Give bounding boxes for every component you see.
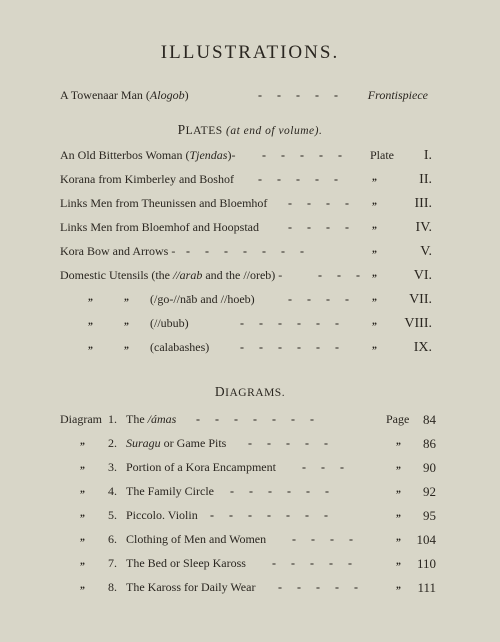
page-title: ILLUSTRATIONS. bbox=[160, 42, 340, 63]
plate-row: Links Men from Theunissen and Bloemhof - - - - „ III. bbox=[60, 196, 432, 211]
leader-dashes: - - - - - - bbox=[240, 316, 345, 330]
ditto-mark: „ bbox=[80, 460, 85, 471]
leader-dashes: - - - - bbox=[288, 196, 355, 210]
leader-dashes: - - - - - bbox=[278, 580, 364, 594]
ditto-mark: „ bbox=[372, 172, 377, 183]
ditto-mark: „ bbox=[372, 244, 377, 255]
plate-number: II. bbox=[419, 172, 432, 187]
plate-row: „ „ (/go-//nāb and //hoeb) - - - - „ VII. bbox=[88, 292, 432, 307]
plate-number: IX. bbox=[413, 340, 432, 355]
ditto-mark: „ bbox=[396, 532, 401, 543]
diagrams-heading: DIAGRAMS. bbox=[214, 384, 286, 399]
plate-row: Kora Bow and Arrows - - - - - - - - „ V. bbox=[60, 244, 432, 259]
page-word: Page bbox=[386, 412, 410, 426]
plate-number: I. bbox=[423, 148, 432, 163]
plate-row: Korana from Kimberley and Boshof - - - - - „ II. bbox=[60, 172, 432, 187]
ditto-mark: „ bbox=[80, 580, 85, 591]
ditto-mark: „ bbox=[80, 532, 85, 543]
page-number: 110 bbox=[416, 556, 436, 571]
diagram-row: „ 4. The Family Circle - - - - - - „ 92 bbox=[80, 484, 436, 499]
ditto-mark: „ bbox=[80, 556, 85, 567]
leader-dashes: - - - - bbox=[288, 292, 355, 306]
ditto-mark: „ bbox=[372, 292, 377, 303]
diagram-row: „ 8. The Kaross for Daily Wear - - - - - „ 111 bbox=[80, 580, 436, 595]
leader-dashes: - - - - - - - bbox=[186, 244, 310, 258]
leader-dashes: - - - - - bbox=[258, 172, 344, 186]
leader-dashes: - - - - bbox=[288, 220, 355, 234]
leader-dashes: - - - bbox=[318, 268, 366, 282]
diagram-row: „ 7. The Bed or Sleep Kaross - - - - - „ 110 bbox=[80, 556, 436, 571]
plate-number: VI. bbox=[413, 268, 432, 283]
ditto-mark: „ bbox=[372, 220, 377, 231]
plate-number: VIII. bbox=[404, 316, 432, 331]
page-number: 95 bbox=[423, 508, 436, 523]
ditto-mark: „ bbox=[124, 292, 129, 303]
plate-row: „ „ (calabashes) - - - - - - „ IX. bbox=[88, 340, 432, 355]
ditto-mark: „ bbox=[88, 340, 93, 351]
plate-word: Plate bbox=[370, 148, 394, 162]
diagram-row: „ 6. Clothing of Men and Women - - - - „ 104 bbox=[80, 532, 436, 547]
page-number: 86 bbox=[423, 436, 436, 451]
ditto-mark: „ bbox=[124, 316, 129, 327]
ditto-mark: „ bbox=[396, 580, 401, 591]
page-number: 104 bbox=[416, 532, 436, 547]
page-number: 84 bbox=[423, 412, 436, 427]
frontispiece-label: A Towenaar Man (Alogob) bbox=[60, 88, 189, 102]
plate-number: IV. bbox=[415, 220, 432, 235]
page-number: 90 bbox=[423, 460, 436, 475]
plate-number: V. bbox=[420, 244, 432, 259]
diagram-row: Diagram 1. The /ámas - - - - - - - Page 84 bbox=[60, 412, 436, 427]
leader-dashes: - - - - - - bbox=[240, 340, 345, 354]
ditto-mark: „ bbox=[80, 436, 85, 447]
ditto-mark: „ bbox=[372, 268, 377, 279]
diagram-row: „ 3. Portion of a Kora Encampment - - - „ 90 bbox=[80, 460, 436, 475]
ditto-mark: „ bbox=[80, 508, 85, 519]
plate-row: Links Men from Bloemhof and Hoopstad - - - - „ IV. bbox=[60, 220, 432, 235]
ditto-mark: „ bbox=[372, 196, 377, 207]
plate-row: „ „ (//ubub) - - - - - - „ VIII. bbox=[88, 316, 432, 331]
frontispiece-ref: Frontispiece bbox=[367, 88, 428, 102]
plates-heading: PLATES (at end of volume). bbox=[177, 122, 323, 137]
leader-dashes: - - - - - bbox=[248, 436, 334, 450]
ditto-mark: „ bbox=[396, 460, 401, 471]
leader-dashes: - - - bbox=[302, 460, 350, 474]
leader-dashes: - - - - - bbox=[258, 88, 344, 102]
leader-dashes: - - - - bbox=[292, 532, 359, 546]
page-number: 92 bbox=[423, 484, 436, 499]
plate-row: Domestic Utensils (the //arab and the //oreb) - - - - „ VI. bbox=[60, 268, 432, 283]
ditto-mark: „ bbox=[88, 292, 93, 303]
leader-dashes: - - - - - - - bbox=[210, 508, 334, 522]
ditto-mark: „ bbox=[372, 316, 377, 327]
ditto-mark: „ bbox=[124, 340, 129, 351]
leader-dashes: - - - - - bbox=[272, 556, 358, 570]
ditto-mark: „ bbox=[88, 316, 93, 327]
ditto-mark: „ bbox=[396, 484, 401, 495]
diagram-row: „ 5. Piccolo. Violin - - - - - - - „ 95 bbox=[80, 508, 436, 523]
leader-dashes: - - - - - - bbox=[230, 484, 335, 498]
ditto-mark: „ bbox=[372, 340, 377, 351]
ditto-mark: „ bbox=[80, 484, 85, 495]
diagram-row: „ 2. Suragu or Game Pits - - - - - „ 86 bbox=[80, 436, 436, 451]
frontispiece-entry bbox=[0, 88, 500, 108]
ditto-mark: „ bbox=[396, 508, 401, 519]
leader-dashes: - - - - - bbox=[262, 148, 348, 162]
ditto-mark: „ bbox=[396, 556, 401, 567]
plate-row: An Old Bitterbos Woman (Tjendas)- - - - - - Plate I. bbox=[60, 148, 432, 163]
page-number: 111 bbox=[417, 580, 436, 595]
ditto-mark: „ bbox=[396, 436, 401, 447]
plate-number: III. bbox=[414, 196, 432, 211]
plate-number: VII. bbox=[409, 292, 432, 307]
leader-dashes: - - - - - - - bbox=[196, 412, 320, 426]
